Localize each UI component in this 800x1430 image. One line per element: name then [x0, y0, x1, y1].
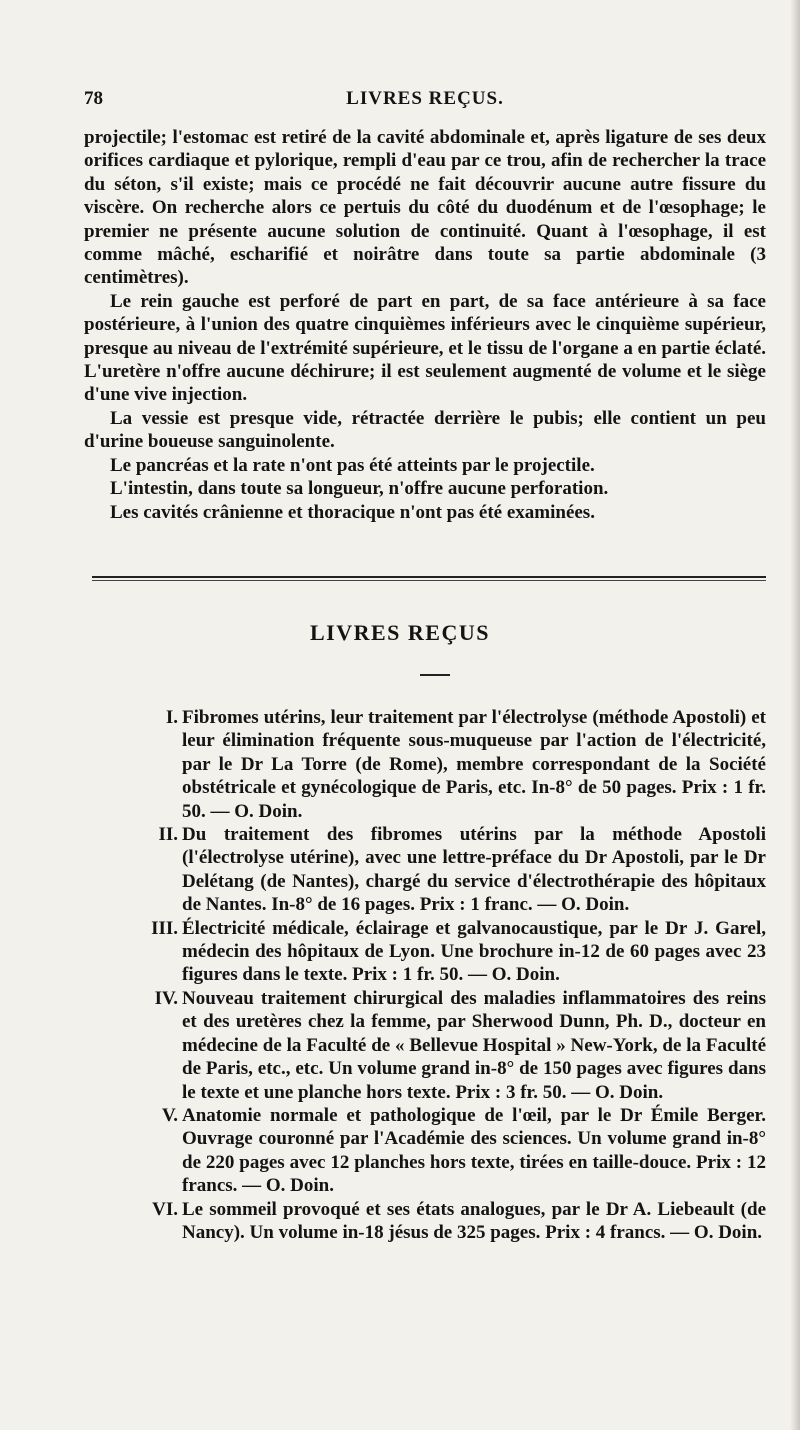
- list-item: [104, 823, 766, 917]
- item-number: III.: [151, 917, 178, 939]
- item-text: Du traitement des fibromes utérins par la méthode Apostoli (l'électrolyse utérine), avec une lettre-préface du Dr Apostoli, par le Dr Delétang (de Nantes), chargé du service d'électrothérapie des hôpitaux de Nantes. In-8° de 16 pages. Prix : 1 franc. — O. Doin.: [182, 824, 766, 916]
- paragraph: L'intestin, dans toute sa longueur, n'offre aucune perforation.: [110, 478, 609, 500]
- item-number: I.: [165, 707, 178, 728]
- paragraph: Les cavités crânienne et thoracique n'ont pas été examinées.: [110, 501, 595, 523]
- section-divider-thin: [92, 580, 766, 581]
- item-text: Fibromes utérins, leur traitement par l'électrolyse (méthode Apostoli) et leur élimination fréquente sous-muqueuse par l'action de l'électricité, par le Dr La Torre (de Rome), membre correspondant de la Société obstétricale et gynécologique de Paris, etc. In-8° de 50 pages. Prix : 1 fr. 50. — O. Doin.: [182, 707, 766, 822]
- book-list: [104, 706, 766, 1244]
- list-item: [104, 1198, 766, 1245]
- paragraph: Le rein gauche est perforé de part en part, de sa face antérieure à sa face postérieure, à l'union des quatre cinquièmes inférieurs avec le cinquième supérieur, presque au niveau de l'extrémité supérieure, et le tissu de l'organe a en partie éclaté. L'uretère n'offre aucune déchirure; il est seulement augmenté de volume et le siège d'une vive injection.: [84, 290, 766, 406]
- running-head: LIVRES REÇUS.: [346, 88, 504, 109]
- page-edge-shadow: [790, 0, 800, 1430]
- item-number: VI.: [152, 1198, 178, 1220]
- autopsy-text: [84, 126, 766, 524]
- section-title: LIVRES REÇUS: [310, 620, 490, 645]
- title-dash: [420, 674, 450, 676]
- list-item: [104, 1104, 766, 1198]
- paragraph: projectile; l'estomac est retiré de la cavité abdominale et, après ligature de ses deux orifices cardiaque et pylorique, rempli d'eau par ce trou, afin de rechercher la trace du séton, s'il existe; mais ce procédé ne fait découvrir aucune autre fissure du viscère. On recherche alors ce pertuis du côté du duodénum et de l'œsophage; le premier ne présente aucune solution de continuité. Quant à l'œsophage, il est comme mâché, escharifié et noirâtre dans toute sa partie abdominale (3 centimètres).: [84, 127, 766, 289]
- paragraph: La vessie est presque vide, rétractée derrière le pubis; elle contient un peu d'urine boueuse sanguinolente.: [84, 407, 766, 453]
- item-text: Électricité médicale, éclairage et galvanocaustique, par le Dr J. Garel, médecin des hôpitaux de Lyon. Une brochure in-12 de 60 pages avec 23 figures dans le texte. Prix : 1 fr. 50. — O. Doin.: [182, 917, 766, 986]
- item-number: II.: [158, 824, 178, 846]
- paragraph: Le pancréas et la rate n'ont pas été atteints par le projectile.: [110, 454, 595, 476]
- list-item: [104, 706, 766, 823]
- page-header: [84, 88, 766, 114]
- item-number: V.: [161, 1104, 178, 1126]
- page-number: 78: [84, 88, 103, 109]
- item-text: Nouveau traitement chirurgical des maladies inflammatoires des reins et des uretères chez la femme, par Sherwood Dunn, Ph. D., docteur en médecine de la Faculté de « Bellevue Hospital » New-York, de la Faculté de Paris, etc., etc. Un volume grand in-8° de 150 pages avec figures dans le texte et une planche hors texte. Prix : 3 fr. 50. — O. Doin.: [182, 987, 766, 1103]
- item-text: Anatomie normale et pathologique de l'œil, par le Dr Émile Berger. Ouvrage couronné par l'Académie des sciences. Un volume grand in-8° de 220 pages avec 12 planches hors texte, tirées en taille-douce. Prix : 12 francs. — O. Doin.: [182, 1104, 766, 1197]
- list-item: [104, 917, 766, 987]
- item-text: Le sommeil provoqué et ses états analogues, par le Dr A. Liebeault (de Nancy). Un volume in-18 jésus de 325 pages. Prix : 4 francs. — O. Doin.: [182, 1198, 766, 1243]
- list-item: [104, 987, 766, 1104]
- item-number: IV.: [154, 987, 178, 1009]
- section-divider: [92, 576, 766, 578]
